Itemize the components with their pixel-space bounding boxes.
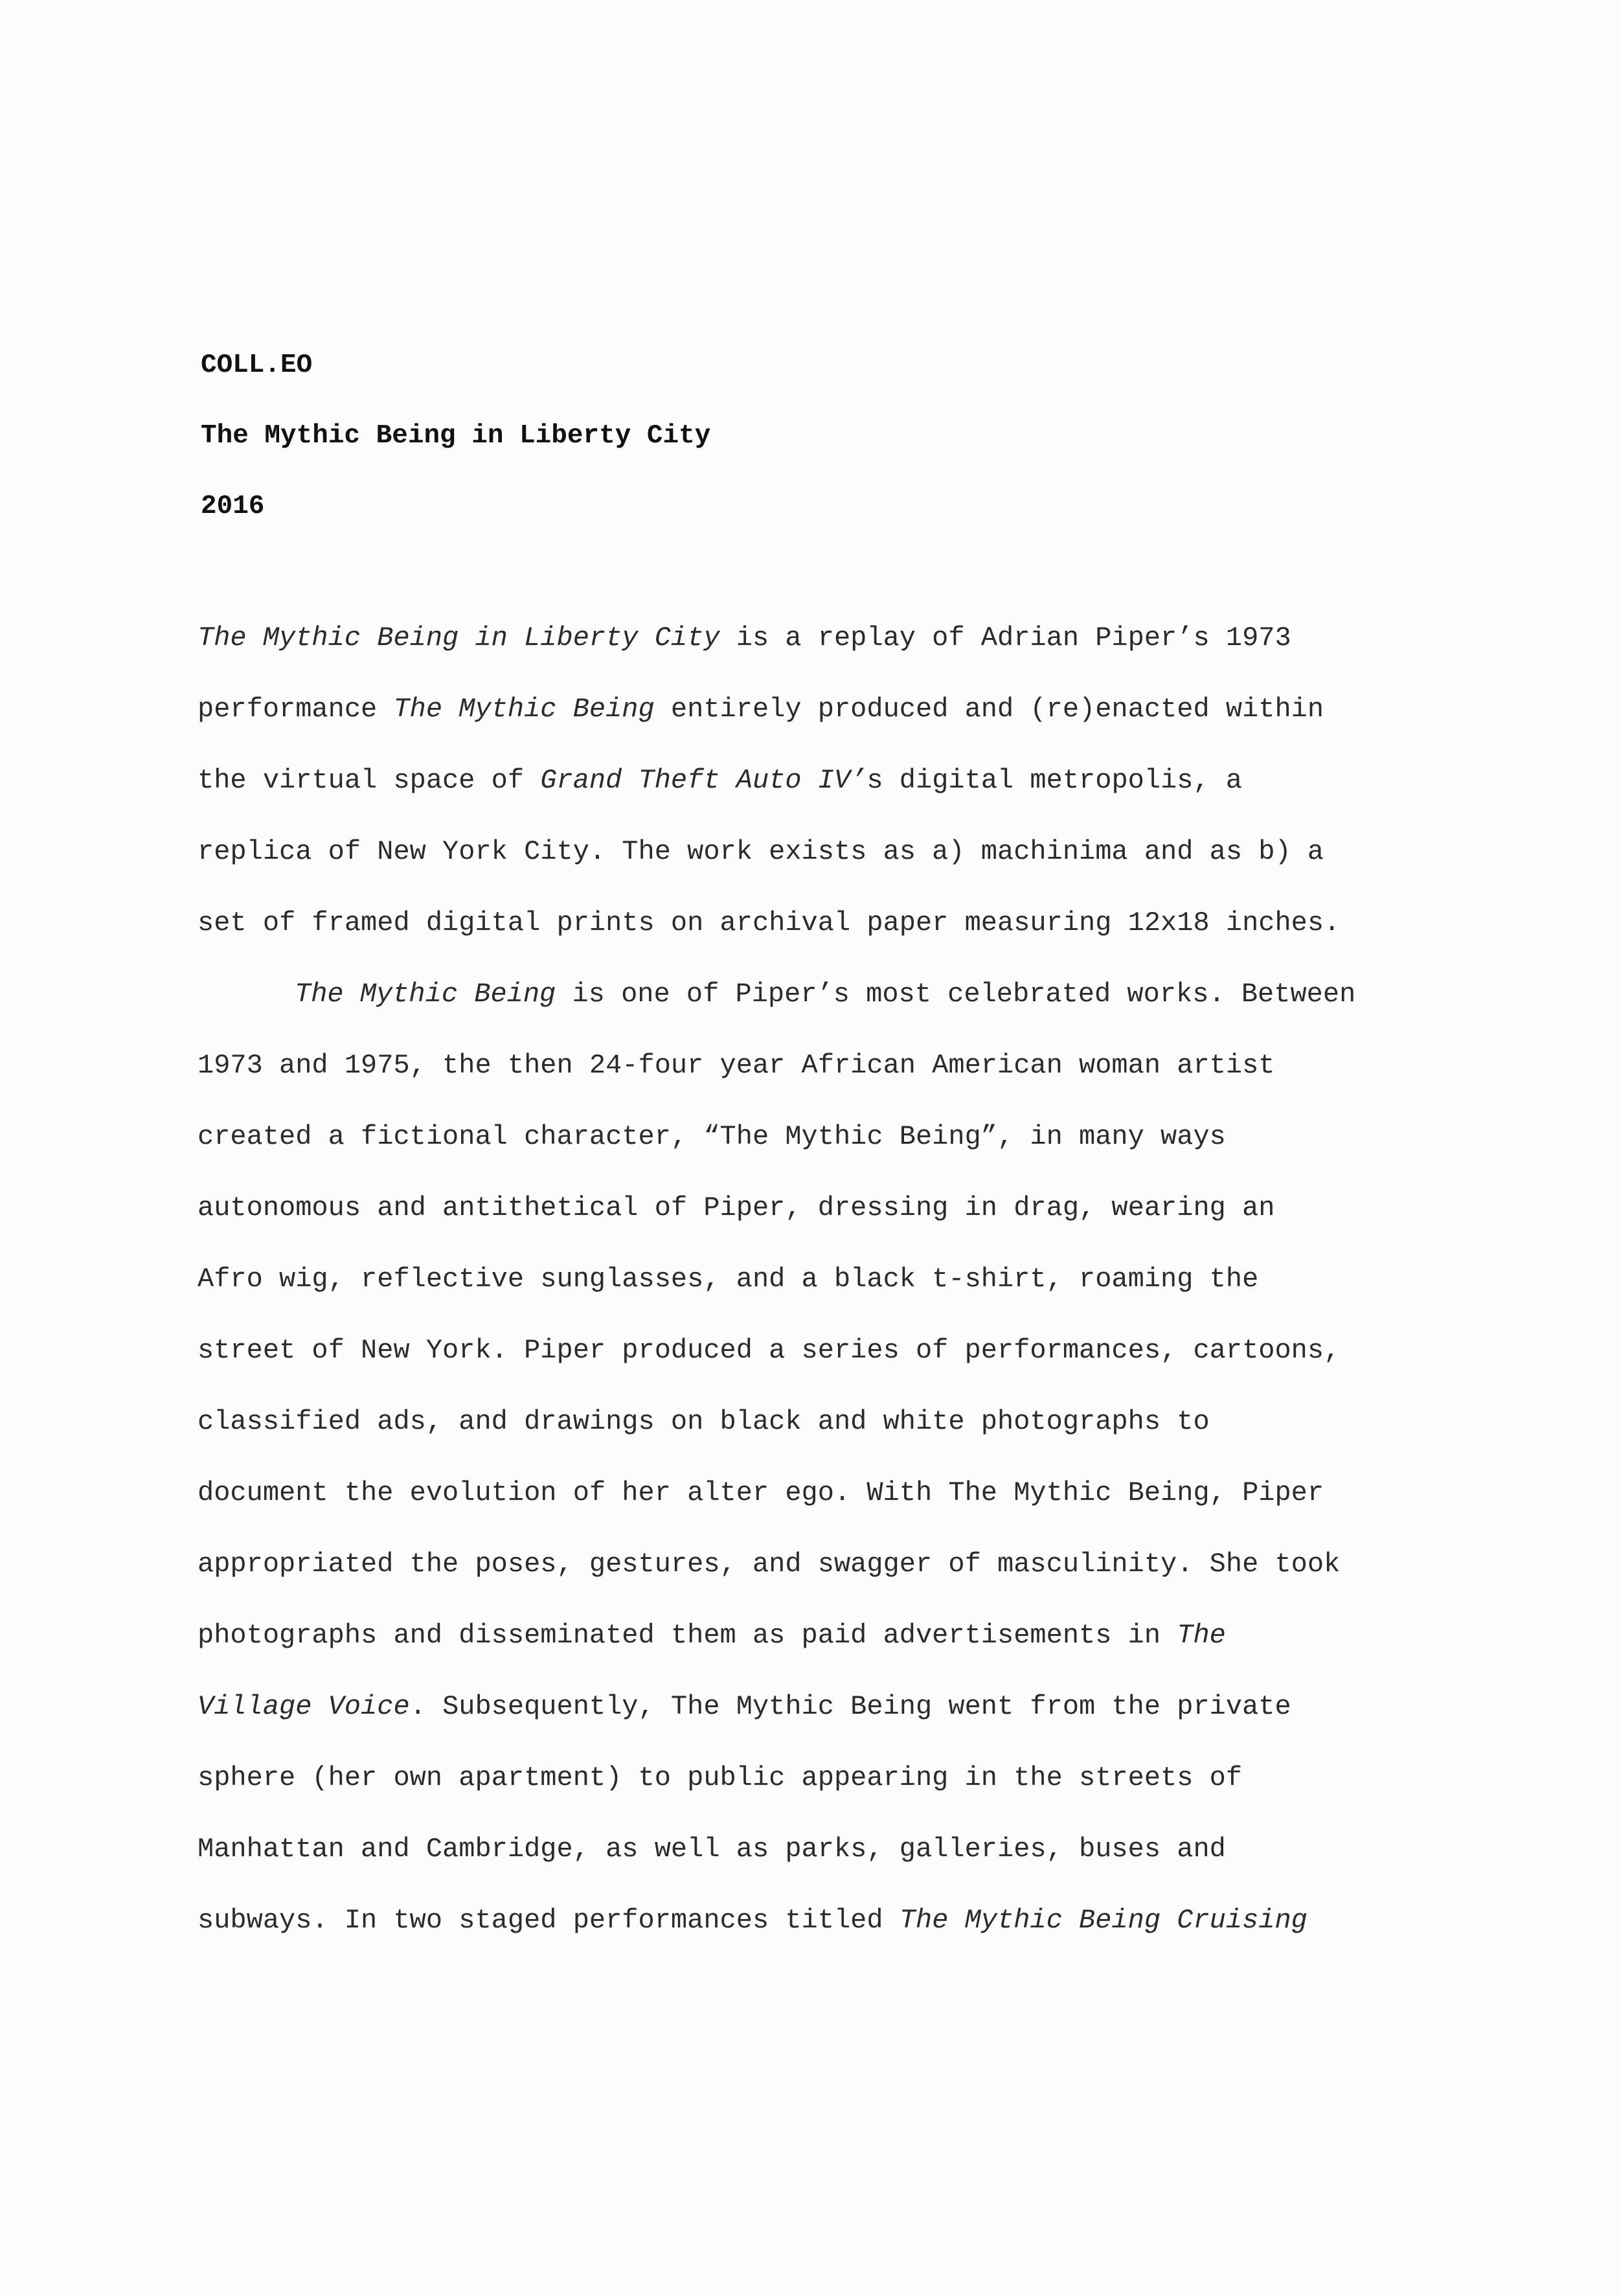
text-line	[198, 602, 1493, 674]
text-line	[198, 1386, 1493, 1457]
text-segment: 1973 and 1975, the then 24-four year African American woman artist	[198, 1050, 1275, 1081]
text-segment: subways. In two staged performances titled	[198, 1905, 900, 1936]
text-segment: autonomous and antithetical of Piper, dressing in drag, wearing an	[198, 1192, 1275, 1223]
italic-text-segment: Village Voice	[198, 1691, 410, 1722]
text-line	[198, 1671, 1493, 1742]
text-segment: created a fictional character, “The Mythic Being”, in many ways	[198, 1121, 1226, 1152]
text-line	[198, 1600, 1493, 1671]
work-title: The Mythic Being in Liberty City	[201, 421, 711, 451]
text-line	[198, 1813, 1493, 1885]
italic-text-segment: The Mythic Being	[295, 979, 556, 1010]
text-segment: sphere (her own apartment) to public appearing in the streets of	[198, 1762, 1243, 1793]
text-segment: Manhattan and Cambridge, as well as parks, galleries, buses and	[198, 1834, 1226, 1865]
text-line	[198, 674, 1493, 745]
text-line	[198, 1030, 1493, 1101]
text-segment: performance	[198, 694, 394, 725]
text-segment: classified ads, and drawings on black and white photographs to	[198, 1406, 1210, 1437]
italic-text-segment: Grand Theft Auto IV’	[540, 765, 867, 796]
text-segment: replica of New York City. The work exists as a) machinima and as b) a	[198, 836, 1324, 867]
text-segment: is a replay of Adrian Piper’s 1973	[719, 622, 1291, 654]
text-segment: photographs and disseminated them as paid advertisements in	[198, 1620, 1177, 1651]
document-header	[201, 330, 710, 542]
text-segment: document the evolution of her alter ego. With The Mythic Being, Piper	[198, 1477, 1324, 1508]
text-line	[198, 1885, 1493, 1956]
text-segment: the virtual space of	[198, 765, 541, 796]
text-segment: . Subsequently, The Mythic Being went from the private	[409, 1691, 1291, 1722]
text-line	[198, 816, 1493, 887]
text-segment: Afro wig, reflective sunglasses, and a black t-shirt, roaming the	[198, 1264, 1259, 1295]
text-line	[198, 1529, 1493, 1600]
text-line	[198, 1457, 1493, 1529]
text-line	[198, 1742, 1493, 1813]
text-line	[198, 1172, 1493, 1244]
text-segment: s digital metropolis, a	[866, 765, 1243, 796]
text-segment: appropriated the poses, gestures, and swagger of masculinity. She took	[198, 1549, 1341, 1580]
italic-text-segment: The Mythic Being	[393, 694, 655, 725]
text-line	[198, 959, 1493, 1030]
text-segment: set of framed digital prints on archival paper measuring 12x18 inches.	[198, 907, 1341, 938]
text-segment: is one of Piper’s most celebrated works. Between	[556, 979, 1356, 1010]
text-segment: entirely produced and (re)enacted within	[654, 694, 1324, 725]
text-line	[198, 1315, 1493, 1386]
text-segment: street of New York. Piper produced a series of performances, cartoons,	[198, 1335, 1341, 1366]
author-name: COLL.EO	[201, 350, 313, 380]
work-year: 2016	[201, 492, 265, 521]
italic-text-segment: The Mythic Being in Liberty City	[198, 622, 720, 654]
text-line	[198, 745, 1493, 816]
text-line	[198, 1101, 1493, 1172]
text-line	[198, 887, 1493, 959]
italic-text-segment: The	[1177, 1620, 1226, 1651]
body-text	[198, 602, 1493, 1956]
italic-text-segment: The Mythic Being Cruising	[899, 1905, 1308, 1936]
text-line	[198, 1244, 1493, 1315]
